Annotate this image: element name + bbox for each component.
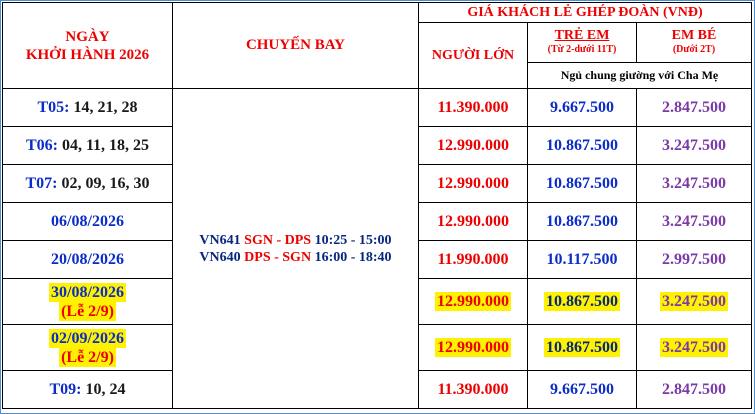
infant-price: 2.847.500 xyxy=(637,89,752,127)
adult-price: 12.990.000 xyxy=(437,338,509,356)
month-label: T05: xyxy=(37,98,70,116)
departure-date-header xyxy=(3,3,173,89)
departure-date: 02/09/2026 xyxy=(51,329,124,347)
departure-date-cell xyxy=(3,325,173,371)
adult-price: 11.390.000 xyxy=(419,89,528,127)
return-route: DPS - SGN xyxy=(244,249,312,265)
departure-days: 04, 11, 18, 25 xyxy=(57,136,150,154)
child-price: 10.867.500 xyxy=(528,203,637,241)
return-time: 16:00 - 18:40 xyxy=(314,249,392,265)
month-label: T07: xyxy=(25,174,58,192)
departure-date-header-line2: KHỞI HÀNH 2026 xyxy=(25,46,150,63)
departure-days: 14, 21, 28 xyxy=(69,98,138,116)
departure-days: 10, 24 xyxy=(81,380,126,398)
adult-price-cell xyxy=(419,325,528,371)
holiday-label: (Lễ 2/9) xyxy=(61,348,114,366)
infant-header-label: EM BÉ xyxy=(671,28,717,43)
flight-info-cell xyxy=(173,89,419,409)
adult-price: 11.990.000 xyxy=(419,241,528,279)
child-price-cell xyxy=(528,279,637,325)
month-label: T06: xyxy=(25,136,58,154)
shared-bed-note: Ngủ chung giường với Cha Mẹ xyxy=(528,63,752,89)
infant-price: 3.247.500 xyxy=(637,203,752,241)
infant-price: 3.247.500 xyxy=(662,292,726,310)
adult-price: 12.990.000 xyxy=(437,292,509,310)
departure-date-cell xyxy=(3,371,173,409)
adult-price: 12.990.000 xyxy=(419,165,528,203)
infant-price: 2.997.500 xyxy=(637,241,752,279)
infant-price: 2.847.500 xyxy=(637,371,752,409)
departure-date-cell xyxy=(3,279,173,325)
return-flight xyxy=(173,249,418,266)
child-price: 10.867.500 xyxy=(546,338,618,356)
adult-price: 12.990.000 xyxy=(419,127,528,165)
infant-price-cell xyxy=(637,325,752,371)
departure-date-cell xyxy=(3,127,173,165)
departure-days: 02, 09, 16, 30 xyxy=(57,174,150,192)
outbound-route: SGN - DPS xyxy=(244,232,312,248)
price-group-header: GIÁ KHÁCH LẺ GHÉP ĐOÀN (VNĐ) xyxy=(419,3,752,23)
adult-price-cell xyxy=(419,279,528,325)
departure-date-cell: 06/08/2026 xyxy=(3,203,173,241)
child-price: 10.117.500 xyxy=(528,241,637,279)
month-label: T09: xyxy=(49,380,82,398)
adult-price: 11.390.000 xyxy=(419,371,528,409)
child-price: 9.667.500 xyxy=(528,371,637,409)
infant-price: 3.247.500 xyxy=(637,127,752,165)
outbound-time: 10:25 - 15:00 xyxy=(314,232,392,248)
child-price: 10.867.500 xyxy=(528,127,637,165)
child-header-label: TRẺ EM xyxy=(554,28,610,43)
flight-header: CHUYẾN BAY xyxy=(173,3,419,89)
departure-date-cell: 20/08/2026 xyxy=(3,241,173,279)
child-header xyxy=(528,23,637,63)
outbound-flight-code: VN641 xyxy=(199,232,241,248)
infant-header-note: (Dưới 2T) xyxy=(672,44,716,55)
infant-price: 3.247.500 xyxy=(662,338,726,356)
holiday-label: (Lễ 2/9) xyxy=(61,302,114,320)
infant-price-cell xyxy=(637,279,752,325)
child-price: 9.667.500 xyxy=(528,89,637,127)
outbound-flight xyxy=(173,232,418,249)
infant-header xyxy=(637,23,752,63)
departure-date: 30/08/2026 xyxy=(51,283,124,301)
departure-date-cell xyxy=(3,89,173,127)
adult-header: NGƯỜI LỚN xyxy=(419,23,528,89)
tour-price-table xyxy=(2,2,752,409)
departure-date-cell xyxy=(3,165,173,203)
child-price: 10.867.500 xyxy=(546,292,618,310)
return-flight-code: VN640 xyxy=(199,249,241,265)
child-price: 10.867.500 xyxy=(528,165,637,203)
child-header-note: (Từ 2-dưới 11T) xyxy=(547,44,617,55)
departure-date-header-line1: NGÀY xyxy=(65,28,110,45)
adult-price: 12.990.000 xyxy=(419,203,528,241)
child-price-cell xyxy=(528,325,637,371)
table-row xyxy=(3,89,752,127)
infant-price: 3.247.500 xyxy=(637,165,752,203)
